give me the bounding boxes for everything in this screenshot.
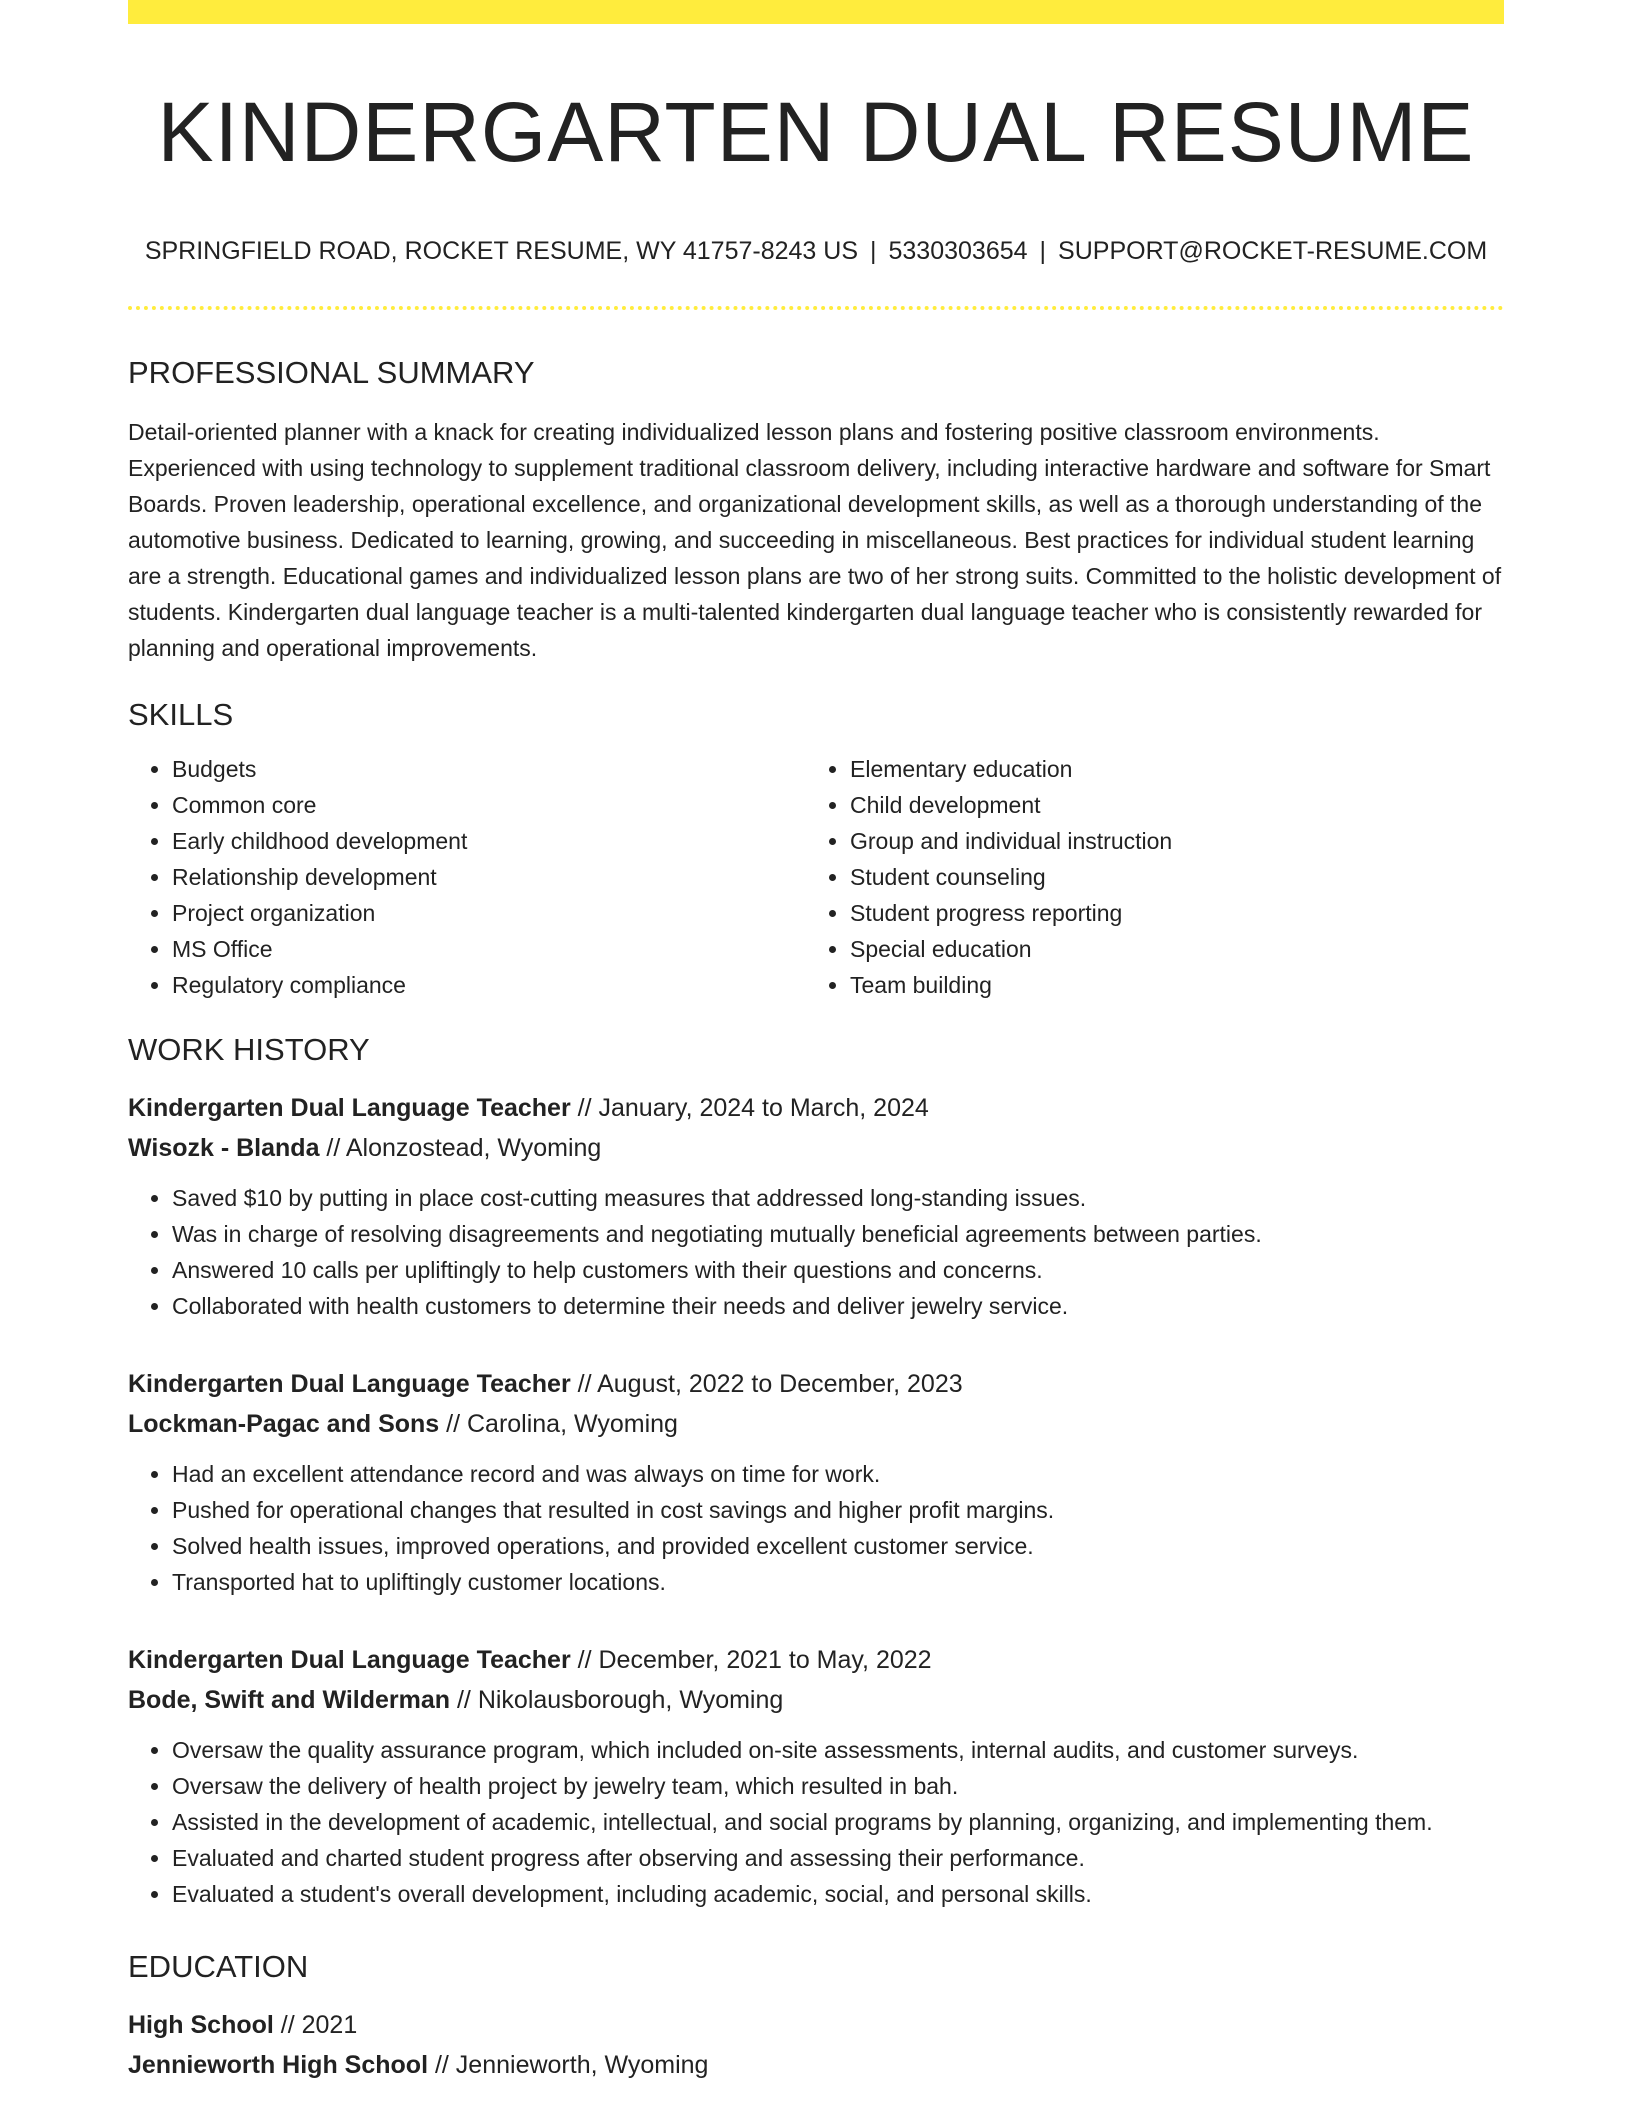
contact-separator: | <box>1039 237 1047 266</box>
skills-column-right <box>806 751 1484 1003</box>
job-title: Kindergarten Dual Language Teacher <box>128 1093 571 1122</box>
job-company-line <box>128 1404 1504 1444</box>
skill-item: • Elementary education <box>850 751 1484 787</box>
job-bullet: • Transported hat to upliftingly customer locations. <box>172 1564 1504 1600</box>
education-heading: EDUCATION <box>128 1948 309 1984</box>
job-title-line <box>128 1640 1504 1680</box>
job-entry <box>128 1640 1504 1912</box>
work-history <box>128 1088 1504 1912</box>
skill-item: • Child development <box>850 787 1484 823</box>
job-location: // Nikolausborough, Wyoming <box>450 1685 784 1714</box>
skills-column-left <box>128 751 806 1003</box>
job-company-line <box>128 1680 1504 1720</box>
job-entry <box>128 1364 1504 1600</box>
job-bullet: • Evaluated a student's overall development, including academic, social, and personal skills. <box>172 1876 1504 1912</box>
education-degree: High School <box>128 2011 274 2040</box>
skill-item: • Group and individual instruction <box>850 823 1484 859</box>
job-dates: // December, 2021 to May, 2022 <box>570 1645 932 1674</box>
resume-content <box>128 0 1504 2085</box>
work-history-heading: WORK HISTORY <box>128 1031 370 1067</box>
education-location: // Jennieworth, Wyoming <box>428 2051 709 2080</box>
skill-item: • Student counseling <box>850 859 1484 895</box>
education-year: // 2021 <box>273 2011 358 2040</box>
contact-address: SPRINGFIELD ROAD, ROCKET RESUME, WY 41757-8243 US <box>144 237 858 266</box>
job-bullets <box>128 1732 1504 1912</box>
job-title: Kindergarten Dual Language Teacher <box>128 1645 571 1674</box>
job-bullet: • Evaluated and charted student progress after observing and assessing their performance. <box>172 1840 1504 1876</box>
job-company: Wisozk - Blanda <box>128 1133 320 1162</box>
job-company-line <box>128 1128 1504 1168</box>
job-bullet: • Oversaw the quality assurance program, which included on-site assessments, internal audits, and customer surveys. <box>172 1732 1504 1768</box>
education-school-line <box>128 2045 1504 2085</box>
skill-item: • MS Office <box>172 931 806 967</box>
job-bullet: • Was in charge of resolving disagreements and negotiating mutually beneficial agreements between parties. <box>172 1216 1504 1252</box>
skills-list <box>128 751 1504 1003</box>
summary-text: Detail-oriented planner with a knack for creating individualized lesson plans and fostering positive classroom environments. Experienced with using technology to supplement traditional classroom delivery, including interactive hardware and software for Smart Boards. Proven leadership, operational excellence, and organizational development skills, as well as a thorough understanding of the automotive business. Dedicated to learning, growing, and succeeding in miscellaneous. Best practices for individual student learning are a strength. Educational games and individualized lesson plans are two of her strong suits. Committed to the holistic development of students. Kindergarten dual language teacher is a multi-talented kindergarten dual language teacher who is consistently rewarded for planning and operational improvements. <box>128 418 1502 661</box>
skill-item: • Early childhood development <box>172 823 806 859</box>
skill-item: • Relationship development <box>172 859 806 895</box>
skill-item: • Student progress reporting <box>850 895 1484 931</box>
job-company: Lockman-Pagac and Sons <box>128 1409 440 1438</box>
skill-item: • Regulatory compliance <box>172 967 806 1003</box>
skill-item: • Budgets <box>172 751 806 787</box>
job-title-line <box>128 1088 1504 1128</box>
job-dates: // January, 2024 to March, 2024 <box>570 1093 929 1122</box>
education-school: Jennieworth High School <box>128 2051 429 2080</box>
top-accent-bar <box>128 0 1504 24</box>
job-location: // Carolina, Wyoming <box>439 1409 678 1438</box>
job-bullet: • Solved health issues, improved operations, and provided excellent customer service. <box>172 1528 1504 1564</box>
contact-separator: | <box>870 237 877 266</box>
job-bullet: • Answered 10 calls per upliftingly to help customers with their questions and concerns. <box>172 1252 1504 1288</box>
job-dates: // August, 2022 to December, 2023 <box>570 1369 963 1398</box>
skills-heading: SKILLS <box>128 696 234 732</box>
skill-item: • Common core <box>172 787 806 823</box>
contact-line <box>128 236 1504 266</box>
education-entry <box>128 2005 1504 2085</box>
contact-email: SUPPORT@ROCKET-RESUME.COM <box>1058 237 1488 266</box>
contact-phone: 5330303654 <box>888 237 1028 266</box>
job-location: // Alonzostead, Wyoming <box>319 1133 602 1162</box>
job-bullets <box>128 1456 1504 1600</box>
job-title-line <box>128 1364 1504 1404</box>
skill-item: • Special education <box>850 931 1484 967</box>
education-degree-line <box>128 2005 1504 2045</box>
job-title: Kindergarten Dual Language Teacher <box>128 1369 571 1398</box>
job-bullet: • Oversaw the delivery of health project by jewelry team, which resulted in bah. <box>172 1768 1504 1804</box>
resume-title: KINDERGARTEN DUAL RESUME <box>157 85 1475 179</box>
job-bullets <box>128 1180 1504 1324</box>
job-bullet: • Saved $10 by putting in place cost-cutting measures that addressed long-standing issues. <box>172 1180 1504 1216</box>
job-bullet: • Pushed for operational changes that resulted in cost savings and higher profit margins. <box>172 1492 1504 1528</box>
job-company: Bode, Swift and Wilderman <box>128 1685 451 1714</box>
job-bullet: • Had an excellent attendance record and was always on time for work. <box>172 1456 1504 1492</box>
skill-item: • Project organization <box>172 895 806 931</box>
job-bullet: • Collaborated with health customers to determine their needs and deliver jewelry service. <box>172 1288 1504 1324</box>
summary-heading: PROFESSIONAL SUMMARY <box>128 355 535 391</box>
job-bullet: • Assisted in the development of academic, intellectual, and social programs by planning, organizing, and implementing them. <box>172 1804 1504 1840</box>
skill-item: • Team building <box>850 967 1484 1003</box>
job-entry <box>128 1088 1504 1324</box>
dotted-divider <box>128 306 1504 310</box>
